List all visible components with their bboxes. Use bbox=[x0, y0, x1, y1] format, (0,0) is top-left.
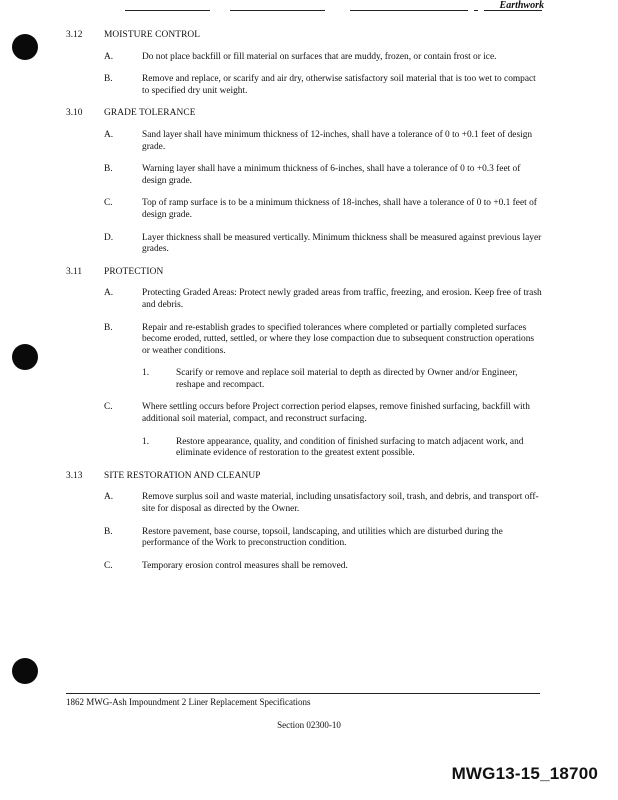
item-letter: C. bbox=[104, 560, 113, 571]
header-rule-4 bbox=[474, 10, 478, 11]
section-number: 3.13 bbox=[66, 470, 83, 481]
footer-document-title: 1862 MWG-Ash Impoundment 2 Liner Replacement Specifications bbox=[66, 697, 311, 707]
spec-item bbox=[66, 323, 546, 358]
subitem-number: 1. bbox=[142, 368, 150, 379]
item-text: Warning layer shall have a minimum thickness of 6-inches, shall have a tolerance of 0 to +0.3 feet of design grade. bbox=[142, 164, 521, 186]
section-heading bbox=[66, 108, 546, 120]
section-number: 3.10 bbox=[66, 108, 83, 119]
item-letter: C. bbox=[104, 402, 113, 413]
spec-body bbox=[66, 30, 546, 583]
spec-item bbox=[66, 288, 546, 311]
header-rule-3 bbox=[350, 10, 468, 11]
item-text: Do not place backfill or fill material on surfaces that are muddy, frozen, or contain frost or ice. bbox=[142, 51, 497, 62]
spec-subitem bbox=[142, 368, 546, 391]
spec-item bbox=[66, 74, 546, 97]
spec-item bbox=[66, 527, 546, 550]
item-text: Where settling occurs before Project correction period elapses, remove finished surfacing, backfill with additional soil material, compact, and reconstruct surfacing. bbox=[142, 402, 530, 425]
spec-item bbox=[66, 52, 546, 64]
binder-hole-bottom bbox=[12, 658, 38, 684]
item-text: Sand layer shall have minimum thickness of 12-inches, shall have a tolerance of 0 to +0.1 feet of design grade. bbox=[142, 129, 533, 152]
item-letter: B. bbox=[104, 322, 113, 333]
section-title: MOISTURE CONTROL bbox=[104, 30, 201, 40]
item-letter: B. bbox=[104, 164, 113, 175]
section-heading bbox=[66, 30, 546, 42]
spec-item bbox=[66, 130, 546, 153]
item-letter: A. bbox=[104, 129, 114, 140]
item-text: Remove and replace, or scarify and air dry, otherwise satisfactory soil material that is too wet to compact to specified dry unit weight. bbox=[142, 74, 536, 96]
spec-section bbox=[66, 30, 546, 97]
item-letter: D. bbox=[104, 232, 114, 243]
item-letter: A. bbox=[104, 492, 114, 503]
binder-hole-top bbox=[12, 34, 38, 60]
spec-item bbox=[66, 402, 546, 425]
item-text: Restore pavement, base course, topsoil, landscaping, and utilities which are disturbed during the performance of the Work to preconstruction condition. bbox=[142, 526, 503, 549]
item-letter: B. bbox=[104, 74, 113, 85]
footer-rule bbox=[66, 693, 540, 694]
spec-item bbox=[66, 164, 546, 187]
header-rule-2 bbox=[230, 10, 325, 11]
footer-section-number: Section 02300-10 bbox=[277, 720, 341, 730]
section-heading bbox=[66, 267, 546, 279]
item-letter: A. bbox=[104, 51, 114, 62]
spec-subitem bbox=[142, 437, 546, 460]
subitem-text: Scarify or remove and replace soil material to depth as directed by Owner and/or Engineer, reshape and recompact. bbox=[176, 368, 518, 390]
spec-item bbox=[66, 233, 546, 256]
subitem-text: Restore appearance, quality, and condition of finished surfacing to match adjacent work, and eliminate evidence of restoration to the greatest extent possible. bbox=[176, 436, 524, 459]
item-text: Top of ramp surface is to be a minimum thickness of 18-inches, shall have a tolerance of 0 to +0.1 feet of design grade. bbox=[142, 198, 537, 220]
spec-item bbox=[66, 198, 546, 221]
spec-item bbox=[66, 492, 546, 515]
section-number: 3.12 bbox=[66, 30, 83, 40]
section-number: 3.11 bbox=[66, 266, 83, 277]
binder-hole-middle bbox=[12, 344, 38, 370]
item-text: Protecting Graded Areas: Protect newly graded areas from traffic, freezing, and erosion. Keep free of trash and debris. bbox=[142, 288, 542, 310]
item-letter: C. bbox=[104, 198, 113, 209]
subitem-number: 1. bbox=[142, 436, 150, 447]
spec-section bbox=[66, 108, 546, 255]
item-text: Temporary erosion control measures shall be removed. bbox=[142, 560, 348, 571]
section-title: SITE RESTORATION AND CLEANUP bbox=[104, 470, 261, 481]
spec-section bbox=[66, 471, 546, 573]
section-title: PROTECTION bbox=[104, 266, 164, 277]
bates-stamp: MWG13-15_18700 bbox=[451, 764, 598, 783]
spec-section bbox=[66, 267, 546, 460]
item-text: Repair and re-establish grades to specified tolerances where completed or partially completed surfaces become eroded, rutted, settled, or where they lose compaction due to subsequent construction operations or weather conditions. bbox=[142, 322, 535, 356]
item-letter: A. bbox=[104, 288, 114, 299]
item-letter: B. bbox=[104, 526, 113, 537]
spec-item bbox=[66, 561, 546, 573]
item-text: Layer thickness shall be measured vertically. Minimum thickness shall be measured against previous layer grades. bbox=[142, 232, 542, 255]
item-text: Remove surplus soil and waste material, including unsatisfactory soil, trash, and debris, and transport off-site for disposal as directed by the Owner. bbox=[142, 492, 539, 515]
header-rule-1 bbox=[125, 10, 210, 11]
section-heading bbox=[66, 471, 546, 483]
section-title: GRADE TOLERANCE bbox=[104, 108, 196, 119]
header-title: Earthwork bbox=[499, 0, 544, 11]
